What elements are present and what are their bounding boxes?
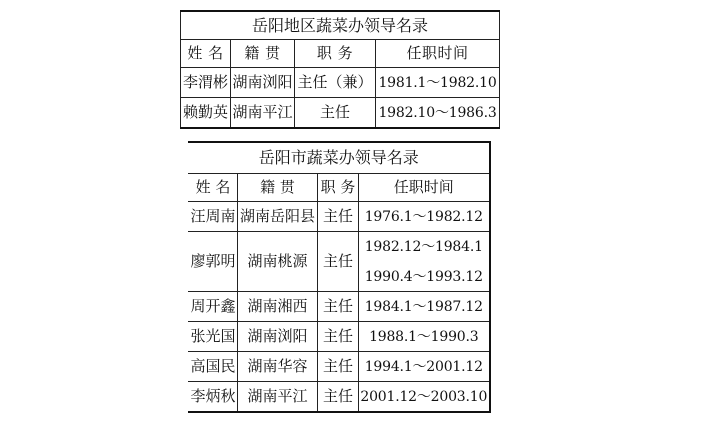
cell-name: 高国民 — [189, 352, 238, 382]
cell-name: 张光国 — [189, 322, 238, 352]
cell-term: 1994.1～2001.12 — [359, 352, 490, 382]
cell-name: 汪周南 — [189, 202, 238, 232]
table-row — [181, 98, 500, 129]
table-title: 岳阳地区蔬菜办领导名录 — [181, 11, 500, 40]
table-yueyang-district-vegetable-office — [180, 10, 500, 129]
cell-term: 2001.12～2003.10 — [359, 382, 490, 413]
table-row — [189, 202, 490, 232]
cell-origin: 湖南岳阳县 — [238, 202, 318, 232]
cell-position: 主任 — [318, 382, 359, 413]
header-position: 职 务 — [318, 174, 359, 202]
cell-term: 1982.10～1986.3 — [376, 98, 500, 129]
table-title-row — [189, 142, 490, 174]
cell-name: 李渭彬 — [181, 68, 231, 98]
table-row — [189, 352, 490, 382]
cell-origin: 湖南浏阳 — [231, 68, 295, 98]
cell-name: 赖勤英 — [181, 98, 231, 129]
cell-term: 1982.12～1984.1 — [359, 232, 490, 262]
cell-origin: 湖南平江 — [238, 382, 318, 413]
table-row — [189, 322, 490, 352]
cell-term: 1990.4～1993.12 — [359, 262, 490, 292]
table-row — [181, 68, 500, 98]
header-term: 任职时间 — [376, 40, 500, 68]
cell-position: 主任 — [318, 232, 359, 292]
cell-origin: 湖南桃源 — [238, 232, 318, 292]
cell-name: 廖郭明 — [189, 232, 238, 292]
cell-name: 周开鑫 — [189, 292, 238, 322]
header-name: 姓 名 — [189, 174, 238, 202]
table-row — [189, 382, 490, 413]
cell-position: 主任（兼） — [295, 68, 376, 98]
table-yueyang-city-vegetable-office — [188, 141, 491, 413]
table-title-row — [181, 11, 500, 40]
cell-origin: 湖南平江 — [231, 98, 295, 129]
cell-position: 主任 — [295, 98, 376, 129]
table-header-row — [189, 174, 490, 202]
cell-origin: 湖南湘西 — [238, 292, 318, 322]
cell-term: 1984.1～1987.12 — [359, 292, 490, 322]
header-origin: 籍 贯 — [238, 174, 318, 202]
cell-term: 1976.1～1982.12 — [359, 202, 490, 232]
cell-name: 李炳秋 — [189, 382, 238, 413]
cell-term: 1988.1～1990.3 — [359, 322, 490, 352]
cell-position: 主任 — [318, 202, 359, 232]
table-title: 岳阳市蔬菜办领导名录 — [189, 142, 490, 174]
cell-position: 主任 — [318, 352, 359, 382]
header-term: 任职时间 — [359, 174, 490, 202]
cell-term: 1981.1～1982.10 — [376, 68, 500, 98]
header-name: 姓 名 — [181, 40, 231, 68]
cell-position: 主任 — [318, 322, 359, 352]
cell-position: 主任 — [318, 292, 359, 322]
header-origin: 籍 贯 — [231, 40, 295, 68]
cell-origin: 湖南华容 — [238, 352, 318, 382]
header-position: 职 务 — [295, 40, 376, 68]
cell-origin: 湖南浏阳 — [238, 322, 318, 352]
table-row — [189, 292, 490, 322]
table-row — [189, 232, 490, 262]
table-header-row — [181, 40, 500, 68]
